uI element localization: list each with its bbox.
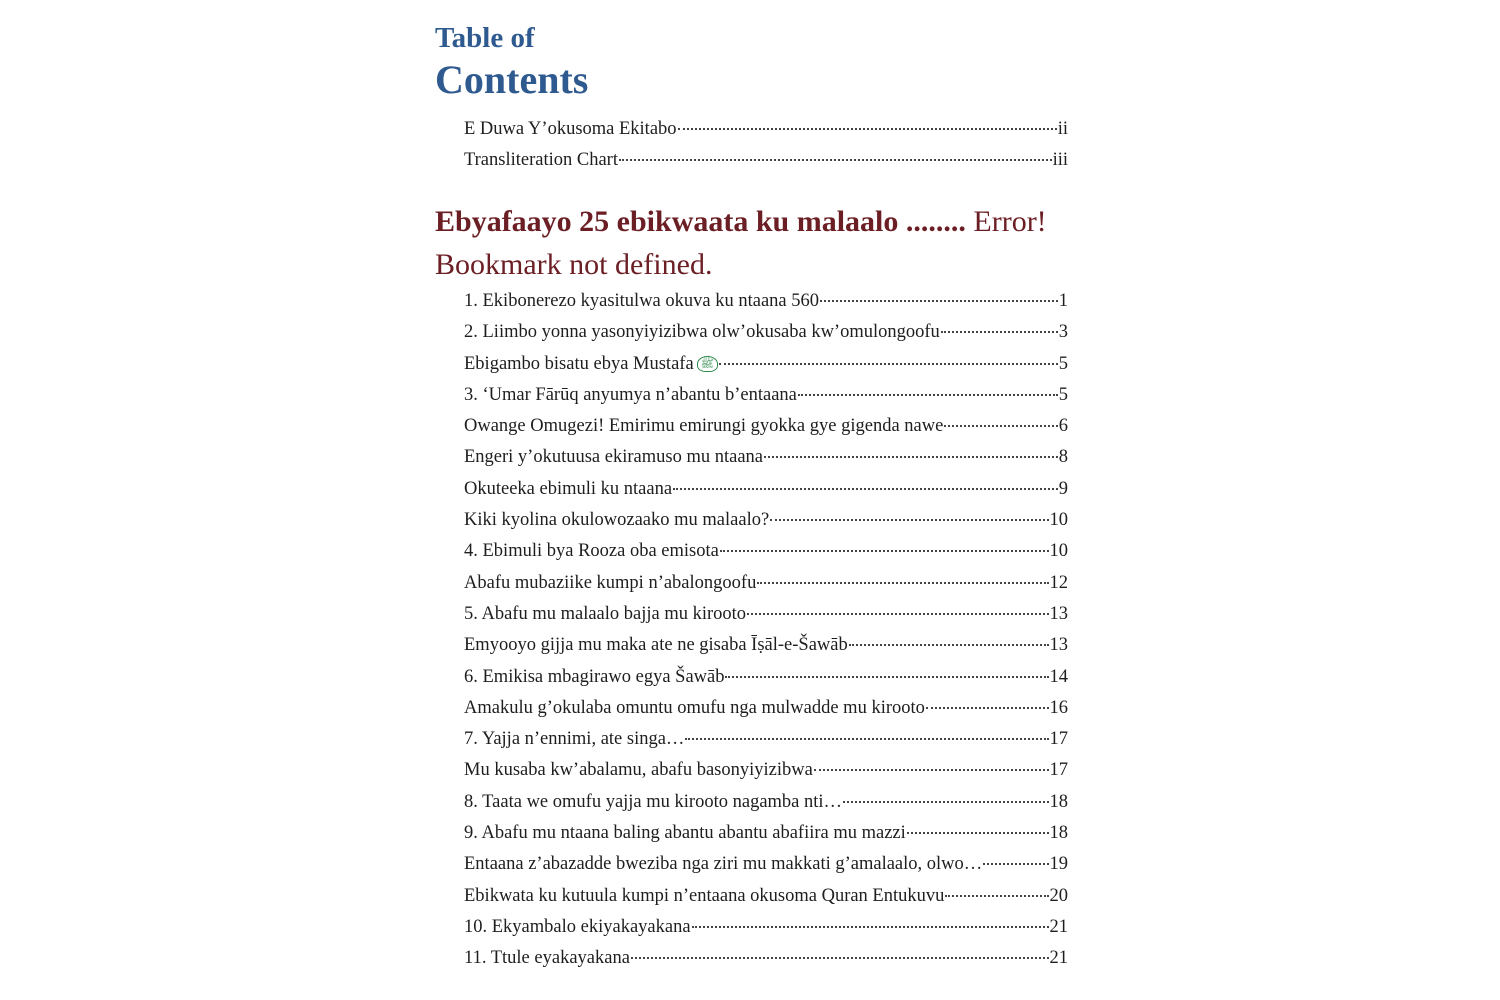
toc-entry-page: 3: [1058, 322, 1068, 343]
section-heading[interactable]: [435, 200, 1075, 286]
toc-entry[interactable]: [464, 568, 1068, 599]
toc-entry-text: Abafu mubaziike kumpi n’abalongoofu: [464, 572, 757, 593]
dot-leader: [673, 486, 1058, 490]
toc-entry-page: ii: [1057, 119, 1068, 139]
salutation-calligraphy-icon: ﷺ: [697, 356, 718, 372]
dot-leader: [631, 955, 1049, 959]
toc-entry-text: 10. Ekyambalo ekiyakayakana: [464, 916, 691, 937]
toc-entry-page: 5: [1058, 353, 1068, 374]
toc-entry[interactable]: [464, 286, 1068, 317]
toc-title-line2: Contents: [435, 57, 589, 102]
dot-leader: [678, 126, 1057, 130]
dot-leader: [719, 361, 1058, 365]
toc-entry-page: 9: [1058, 478, 1068, 499]
toc-entry-transliteration[interactable]: [464, 145, 1068, 176]
section-error-text: Error! Bookmark not defined.: [435, 205, 1047, 281]
toc-entry-page: 14: [1049, 666, 1068, 687]
dot-leader: [907, 830, 1049, 834]
toc-entry-page: iii: [1052, 150, 1068, 171]
dot-leader: [843, 799, 1048, 803]
dot-leader: [944, 423, 1057, 427]
toc-entry[interactable]: [464, 755, 1068, 786]
toc-entry-text: 9. Abafu mu ntaana baling abantu abantu abafiira mu mazzi: [464, 823, 906, 844]
dot-leader: [770, 517, 1048, 521]
toc-entry-page: 5: [1058, 384, 1068, 405]
toc-entry-text: 2. Liimbo yonna yasonyiyizibwa olw’okusaba kw’omulongoofu: [464, 322, 940, 343]
toc-entry[interactable]: [464, 630, 1068, 661]
dot-leader: [757, 580, 1048, 584]
toc-title-line1: Table of: [435, 22, 535, 54]
toc-entry-page: 17: [1049, 760, 1068, 781]
toc-entry[interactable]: [464, 693, 1068, 724]
toc-entry[interactable]: [464, 787, 1068, 818]
toc-entry[interactable]: [464, 380, 1068, 411]
toc-entry-page: 21: [1049, 916, 1068, 937]
toc-entry[interactable]: [464, 536, 1068, 567]
front-matter-list: [464, 114, 1068, 177]
dot-leader: [814, 767, 1049, 771]
toc-entry[interactable]: [464, 912, 1068, 943]
toc-entry-page: 13: [1049, 635, 1068, 656]
toc-entry-page: 18: [1049, 823, 1068, 844]
toc-entry-page: 13: [1049, 603, 1068, 624]
dot-leader: [983, 861, 1048, 865]
toc-entry[interactable]: [464, 349, 1068, 380]
toc-entry[interactable]: [464, 849, 1068, 880]
toc-entry[interactable]: [464, 411, 1068, 442]
toc-entry-text: 11. Ttule eyakayakana: [464, 948, 630, 969]
toc-entry-text: Mu kusaba kw’abalamu, abafu basonyiyizibwa: [464, 760, 813, 781]
toc-entry[interactable]: [464, 881, 1068, 912]
toc-entry[interactable]: [464, 943, 1068, 974]
toc-entry-text: Kiki kyolina okulowozaako mu malaalo?: [464, 510, 770, 531]
toc-entry-page: 19: [1049, 854, 1068, 875]
toc-entry-text: 5. Abafu mu malaalo bajja mu kirooto: [464, 603, 747, 624]
dot-leader: [725, 674, 1048, 678]
toc-entry-page: 17: [1049, 729, 1068, 750]
toc-entry-page: 16: [1049, 697, 1068, 718]
toc-entry-page: 8: [1058, 447, 1068, 468]
dot-leader: [820, 298, 1058, 302]
toc-entry-text: Transliteration Chart: [464, 150, 618, 171]
toc-entry-text: Owange Omugezi! Emirimu emirungi gyokka gye gigenda nawe: [464, 416, 944, 437]
toc-entry-text: Entaana z’abazadde bweziba nga ziri mu makkati g’amalaalo, olwo…: [464, 854, 983, 875]
toc-title: [435, 20, 588, 104]
toc-entry-text: Ebikwata ku kutuula kumpi n’entaana okusoma Quran Entukuvu: [464, 885, 945, 906]
toc-entry-duwa[interactable]: [464, 114, 1068, 145]
dot-leader: [941, 329, 1058, 333]
toc-entry[interactable]: [464, 505, 1068, 536]
dot-leader: [798, 392, 1058, 396]
toc-entry-text: Amakulu g’okulaba omuntu omufu nga mulwadde mu kirooto: [464, 697, 925, 718]
toc-entry[interactable]: [464, 724, 1068, 755]
toc-entry-text: [464, 349, 718, 380]
dot-leader: [692, 924, 1049, 928]
dot-leader: [764, 454, 1058, 458]
toc-entry-text: 3. ‘Umar Fārūq anyumya n’abantu b’entaana: [464, 384, 797, 405]
dot-leader: [926, 705, 1049, 709]
toc-entry-text: 6. Emikisa mbagirawo egya Šawāb: [464, 666, 725, 687]
toc-entry-text: Engeri y’okutuusa ekiramuso mu ntaana: [464, 447, 763, 468]
dot-leader: [685, 736, 1048, 740]
toc-entry-text: 8. Taata we omufu yajja mu kirooto nagamba nti…: [464, 791, 843, 812]
toc-entry-label: Ebigambo bisatu ebya Mustafa: [464, 353, 694, 374]
dot-leader: [849, 642, 1049, 646]
dot-leader: [720, 548, 1049, 552]
toc-entry[interactable]: [464, 442, 1068, 473]
toc-entry-page: 12: [1049, 572, 1068, 593]
toc-entry-page: 20: [1049, 885, 1068, 906]
toc-entry-text: 1. Ekibonerezo kyasitulwa okuva ku ntaana 560: [464, 291, 819, 311]
toc-entry[interactable]: [464, 474, 1068, 505]
toc-entry-text: 4. Ebimuli bya Rooza oba emisota: [464, 541, 719, 562]
toc-entry[interactable]: [464, 818, 1068, 849]
toc-entry[interactable]: [464, 317, 1068, 348]
toc-entry[interactable]: [464, 599, 1068, 630]
toc-entry-page: 18: [1049, 791, 1068, 812]
toc-entry-text: 7. Yajja n’ennimi, ate singa…: [464, 729, 685, 750]
toc-entry-text: Emyooyo gijja mu maka ate ne gisaba Īṣāl-e-Šawāb: [464, 635, 848, 656]
dot-leader: [747, 611, 1048, 615]
toc-entry-page: 10: [1049, 510, 1068, 531]
toc-entry-page: 21: [1049, 948, 1068, 969]
toc-entry-page: 1: [1058, 291, 1068, 311]
toc-entry[interactable]: [464, 662, 1068, 693]
dot-leader: [945, 893, 1048, 897]
toc-entry-page: 10: [1049, 541, 1068, 562]
dot-leader: [619, 157, 1052, 161]
toc-entry-text: Okuteeka ebimuli ku ntaana: [464, 478, 673, 499]
section-title: Ebyafaayo 25 ebikwaata ku malaalo ........: [435, 205, 966, 238]
toc-entry-list: [464, 286, 1068, 975]
toc-entry-text: E Duwa Y’okusoma Ekitabo: [464, 119, 677, 139]
toc-entry-page: 6: [1058, 416, 1068, 437]
